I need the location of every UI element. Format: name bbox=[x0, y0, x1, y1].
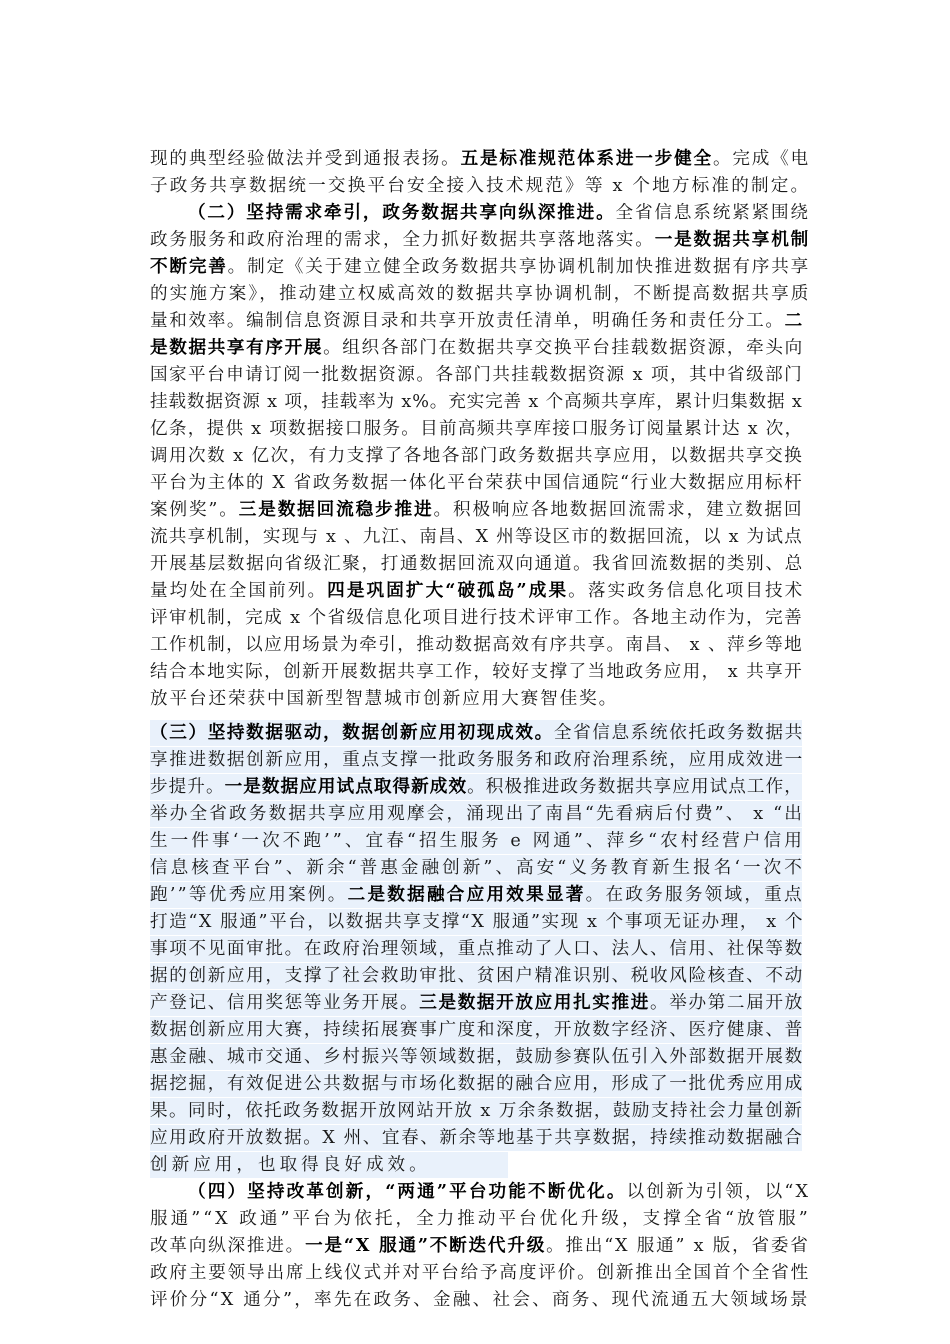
text-line bbox=[150, 686, 618, 712]
text-line bbox=[150, 632, 803, 658]
text-run: 信息核查平台”、新余“普惠金融创新”、高安“义务教育新生报名‘一次不 bbox=[150, 858, 805, 878]
text-line bbox=[150, 909, 805, 935]
text-run: 案例奖”。 bbox=[150, 500, 239, 520]
text-run: 。举办第二届开放 bbox=[650, 993, 804, 1013]
text-run: 国家平台申请订阅一批数据资源。各部门共挂载数据资源 x 项，其中省级部门 bbox=[150, 365, 804, 385]
text-line bbox=[150, 1206, 811, 1232]
text-run: 据挖掘，有效促进公共数据与市场化数据的融合应用，形成了一批优秀应用成 bbox=[150, 1074, 804, 1094]
text-run: 创新应用，也取得良好成效。 bbox=[150, 1155, 431, 1175]
text-run: 。在政务服务领域，重点 bbox=[585, 885, 804, 905]
text-line bbox=[150, 146, 810, 172]
text-line bbox=[150, 254, 810, 280]
text-line bbox=[150, 1125, 802, 1151]
text-run: 惠金融、城市交通、乡村振兴等领域数据，鼓励参赛队伍引入外部数据开展数 bbox=[150, 1047, 804, 1067]
text-line bbox=[150, 720, 802, 746]
text-line bbox=[150, 416, 804, 442]
bold-text-run: 一是数据共享机制 bbox=[654, 229, 811, 250]
text-line bbox=[188, 200, 810, 226]
text-run: 量和效率。编制信息资源目录和共享开放责任清单，明确任务和责任分工。 bbox=[150, 311, 785, 331]
text-run: 结合本地实际，创新开展数据共享工作，较好支撑了当地政务应用， x 共享开 bbox=[150, 662, 804, 682]
text-line bbox=[150, 963, 802, 989]
text-line bbox=[150, 173, 810, 199]
text-run: 果。同时，依托政务数据开放网站开放 x 万余条数据，鼓励支持社会力量创新 bbox=[150, 1101, 804, 1121]
text-run: 改革向纵深推进。 bbox=[150, 1236, 306, 1256]
text-line bbox=[150, 801, 805, 827]
bold-text-run: 二是数据融合应用效果显著 bbox=[347, 884, 586, 905]
text-line bbox=[150, 362, 803, 388]
text-line bbox=[150, 335, 804, 361]
text-run: 全省信息系统依托政务数据共 bbox=[553, 723, 804, 743]
bold-text-run: 三是数据开放应用扎实推进 bbox=[419, 992, 650, 1013]
text-run: 。推出“X 服通” x 版，省委省 bbox=[546, 1236, 810, 1256]
text-run: 政府主要领导出席上线仪式并对平台给予高度评价。创新推出全国首个全省性 bbox=[150, 1263, 811, 1283]
text-line bbox=[150, 828, 805, 854]
text-run: 事项不见面审批。在政府治理领域，重点推动了人口、法人、信用、社保等数 bbox=[150, 939, 804, 959]
text-line bbox=[150, 774, 802, 800]
text-line bbox=[150, 443, 803, 469]
bold-text-run: 四是巩固扩大“破孤岛”成果 bbox=[327, 580, 569, 601]
text-run: 数据创新应用大赛，持续拓展赛事广度和深度，开放数字经济、医疗健康、普 bbox=[150, 1020, 804, 1040]
text-run: 跑’”等优秀应用案例。 bbox=[150, 885, 348, 905]
text-run: 量均处在全国前列。 bbox=[150, 581, 328, 601]
text-line bbox=[150, 990, 802, 1016]
bold-text-run: 二 bbox=[784, 310, 804, 331]
text-run: 开展基层数据向省级汇聚，打通数据回流双向通道。我省回流数据的类别、总 bbox=[150, 554, 804, 574]
text-line bbox=[150, 936, 802, 962]
text-line bbox=[150, 1233, 810, 1259]
text-run: 。积极推进政务数据共享应用试点工作， bbox=[467, 777, 803, 797]
text-run: 。组织各部门在数据共享交换平台挂载数据资源，牵头向 bbox=[323, 338, 804, 358]
text-line bbox=[150, 882, 802, 908]
text-run: 步提升。 bbox=[150, 777, 225, 797]
text-run: 调用次数 x 亿次，有力支撑了各地各部门政务数据共享应用，以数据共享交换 bbox=[150, 446, 804, 466]
text-run: 平台为主体的 X 省政务数据一体化平台荣获中国信通院“行业大数据应用标杆 bbox=[150, 473, 804, 493]
text-run: 流共享机制，实现与 x 、九江、南昌、X 州等设区市的数据回流，以 x 为试点 bbox=[150, 527, 803, 547]
text-line bbox=[150, 1044, 802, 1070]
text-line bbox=[150, 1071, 802, 1097]
bold-text-run: 一是“X 服通”不断迭代升级 bbox=[305, 1235, 547, 1256]
text-run: 。制定《关于建立健全政务数据共享协调机制加快推进数据有序共享 bbox=[227, 257, 811, 277]
bold-text-run: （三）坚持数据驱动，数据创新应用初现成效。 bbox=[150, 722, 554, 743]
text-run: 打造“X 服通”平台，以数据共享支撑“X 服通”实现 x 个事项无证办理， x 个 bbox=[150, 912, 805, 932]
text-run: 享推进数据创新应用，重点支撑一批政务服务和政府治理系统，应用成效进一 bbox=[150, 750, 804, 770]
bold-text-run: 不断完善 bbox=[150, 256, 228, 277]
text-run: 。落实政务信息化项目技术 bbox=[568, 581, 805, 601]
text-run: 子政务共享数据统一交换平台安全接入技术规范》等 x 个地方标准的制定。 bbox=[150, 176, 811, 196]
text-run: 据的创新应用，支撑了社会救助审批、贫困户精准识别、税收风险核查、不动 bbox=[150, 966, 804, 986]
text-run: 。完成《电 bbox=[712, 149, 811, 169]
text-run: 现的典型经验做法并受到通报表扬。 bbox=[150, 149, 461, 169]
bold-text-run: 一是数据应用试点取得新成效 bbox=[224, 776, 468, 797]
bold-text-run: （二）坚持需求牵引，政务数据共享向纵深推进。 bbox=[188, 202, 616, 223]
text-line bbox=[150, 281, 810, 307]
text-line bbox=[150, 1260, 810, 1286]
text-line bbox=[150, 747, 802, 773]
text-line bbox=[150, 227, 810, 253]
text-run: 政务服务和政府治理的需求，全力抓好数据共享落地落实。 bbox=[150, 230, 655, 250]
text-run: 评价分“X 通分”，率先在政务、金融、社会、商务、现代流通五大领域场景 bbox=[150, 1290, 810, 1310]
text-run: 放平台还荣获中国新型智慧城市创新应用大赛智佳奖。 bbox=[150, 689, 619, 709]
text-line bbox=[150, 605, 803, 631]
text-line bbox=[150, 1152, 508, 1178]
text-line bbox=[150, 1287, 810, 1313]
text-run: 产登记、信用奖惩等业务开展。 bbox=[150, 993, 420, 1013]
text-run: 的实施方案》，推动建立权威高效的数据共享协调机制，不断提高数据共享质 bbox=[150, 284, 811, 304]
text-line bbox=[150, 470, 803, 496]
text-line bbox=[150, 551, 804, 577]
text-run: 工作机制，以应用场景为牵引，推动数据高效有序共享。南昌、 x 、萍乡等地 bbox=[150, 635, 804, 655]
text-run: 亿条，提供 x 项数据接口服务。目前高频共享库接口服务订阅量累计达 x 次， bbox=[150, 419, 804, 439]
text-line bbox=[150, 1098, 802, 1124]
text-line bbox=[150, 389, 803, 415]
text-run: 全省信息系统紧紧围绕 bbox=[615, 203, 810, 223]
bold-text-run: 五是标准规范体系进一步健全 bbox=[460, 148, 713, 169]
bold-text-run: （四）坚持改革创新，“两通”平台功能不断优化。 bbox=[188, 1181, 627, 1202]
text-run: 生一件事‘一次不跑’”、宜春“招生服务 e 网通”、萍乡“农村经营户信用 bbox=[150, 831, 805, 851]
text-run: 挂载数据资源 x 项，挂载率为 x%。充实完善 x 个高频共享库，累计归集数据 x bbox=[150, 392, 803, 412]
text-line bbox=[188, 1179, 810, 1205]
text-run: 服通”“X 政通”平台为依托，全力推动平台优化升级，支撑全省“放管服” bbox=[150, 1209, 811, 1229]
text-run: 以创新为引领，以“X bbox=[626, 1182, 811, 1202]
text-line bbox=[150, 308, 804, 334]
text-line bbox=[150, 855, 805, 881]
text-line bbox=[150, 497, 803, 523]
bold-text-run: 是数据共享有序开展 bbox=[150, 337, 324, 358]
text-run: 。积极响应各地数据回流需求，建立数据回 bbox=[433, 500, 804, 520]
text-line bbox=[150, 524, 803, 550]
text-line bbox=[150, 1017, 802, 1043]
text-run: 举办全省政务数据共享应用观摩会，涌现出了南昌“先看病后付费”、 x “出 bbox=[150, 804, 805, 824]
bold-text-run: 三是数据回流稳步推进 bbox=[238, 499, 434, 520]
text-run: 应用政府开放数据。X 州、宜春、新余等地基于共享数据，持续推动数据融合 bbox=[150, 1128, 804, 1148]
text-run: 评审机制，完成 x 个省级信息化项目进行技术评审工作。各地主动作为，完善 bbox=[150, 608, 804, 628]
text-line bbox=[150, 659, 803, 685]
text-line bbox=[150, 578, 804, 604]
